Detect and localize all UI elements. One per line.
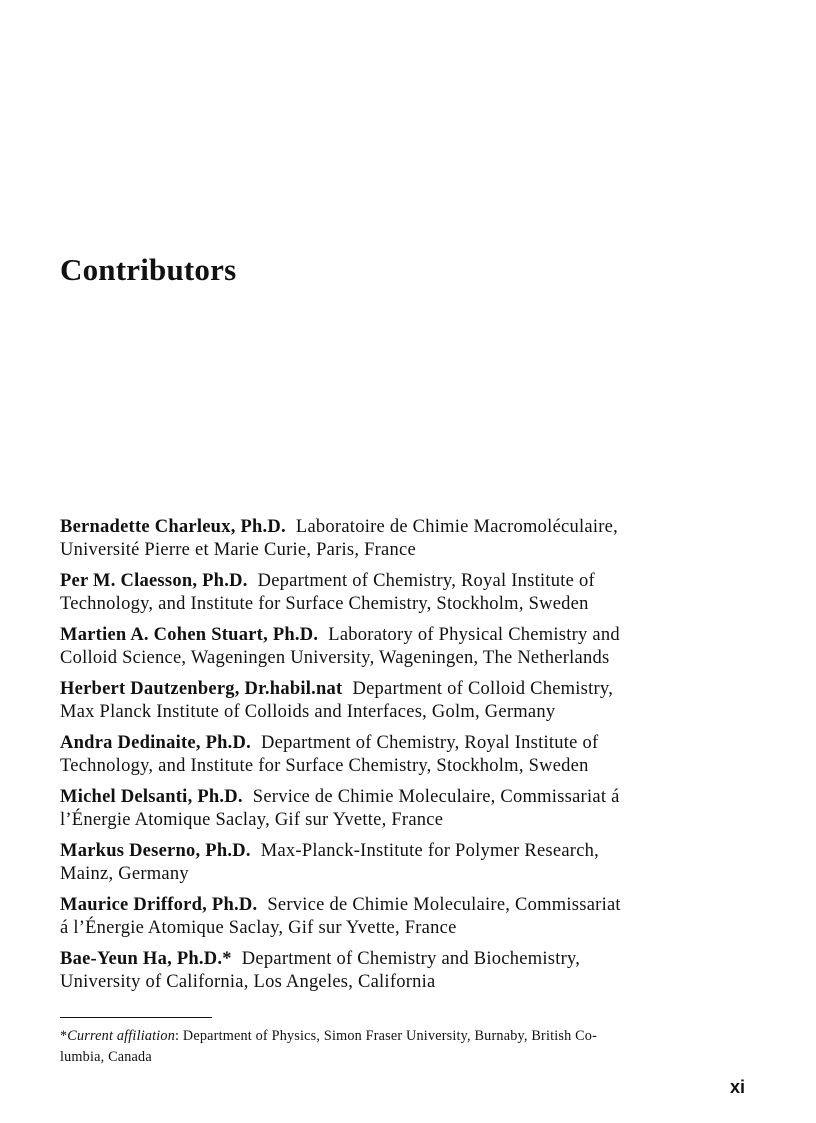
- contributor-name: Herbert Dautzenberg, Dr.habil.nat: [60, 679, 343, 699]
- contributor-name: Bernadette Charleux, Ph.D.: [60, 517, 286, 537]
- contributor-affiliation-cont: á l’Énergie Atomique Saclay, Gif sur Yvette, France: [60, 918, 457, 938]
- contributor-name: Bae-Yeun Ha, Ph.D.*: [60, 949, 232, 969]
- contributor-affiliation: Service de Chimie Moleculaire, Commissariat: [267, 895, 621, 915]
- contributor-affiliation: Laboratory of Physical Chemistry and: [328, 625, 620, 645]
- contributor-affiliation-cont: Université Pierre et Marie Curie, Paris, France: [60, 540, 416, 560]
- contributor-name: Martien A. Cohen Stuart, Ph.D.: [60, 625, 319, 645]
- page-title: Contributors: [60, 252, 237, 287]
- contributor-entry: [60, 948, 760, 994]
- contributor-affiliation-cont: Mainz, Germany: [60, 864, 189, 884]
- contributor-affiliation: Department of Colloid Chemistry,: [352, 679, 614, 699]
- footnote-rule: [60, 1017, 212, 1018]
- footnote-text-cont: lumbia, Canada: [60, 1049, 152, 1065]
- contributor-entry: [60, 678, 760, 724]
- contributor-entry: [60, 624, 760, 670]
- contributor-name: Maurice Drifford, Ph.D.: [60, 895, 258, 915]
- contributor-affiliation: Department of Chemistry, Royal Institute of: [257, 571, 595, 591]
- contributor-name: Per M. Claesson, Ph.D.: [60, 571, 248, 591]
- contributor-affiliation: Service de Chimie Moleculaire, Commissariat á: [252, 787, 620, 807]
- contributor-affiliation: Max-Planck-Institute for Polymer Research,: [260, 841, 600, 861]
- contributor-entry: [60, 732, 760, 778]
- contributor-entry: [60, 894, 760, 940]
- contributor-entry: [60, 840, 760, 886]
- contributor-affiliation-cont: Colloid Science, Wageningen University, Wageningen, The Netherlands: [60, 648, 610, 668]
- contributor-affiliation-cont: Technology, and Institute for Surface Chemistry, Stockholm, Sweden: [60, 756, 589, 776]
- page-number: xi: [730, 1077, 746, 1097]
- contributor-entry: [60, 786, 760, 832]
- contributor-affiliation-cont: Technology, and Institute for Surface Chemistry, Stockholm, Sweden: [60, 594, 589, 614]
- contributor-entry: [60, 570, 760, 616]
- contributor-name: Michel Delsanti, Ph.D.: [60, 787, 243, 807]
- contributor-affiliation: Laboratoire de Chimie Macromoléculaire,: [295, 517, 618, 537]
- contributor-name: Markus Deserno, Ph.D.: [60, 841, 251, 861]
- contributor-affiliation-cont: l’Énergie Atomique Saclay, Gif sur Yvette, France: [60, 810, 444, 830]
- footnote-marker: *: [60, 1028, 68, 1044]
- contributor-affiliation: Department of Chemistry and Biochemistry,: [241, 949, 581, 969]
- contributor-affiliation-cont: University of California, Los Angeles, California: [60, 972, 436, 992]
- contributor-affiliation-cont: Max Planck Institute of Colloids and Interfaces, Golm, Germany: [60, 702, 556, 722]
- footnote-label: Current affiliation: [67, 1028, 176, 1044]
- contributor-list: [60, 516, 760, 1002]
- contributor-name: Andra Dedinaite, Ph.D.: [60, 733, 252, 753]
- contributor-entry: [60, 516, 760, 562]
- contributor-affiliation: Department of Chemistry, Royal Institute of: [261, 733, 599, 753]
- footnote-text: : Department of Physics, Simon Fraser University, Burnaby, British Co-: [175, 1028, 598, 1044]
- footnote: [60, 1026, 750, 1068]
